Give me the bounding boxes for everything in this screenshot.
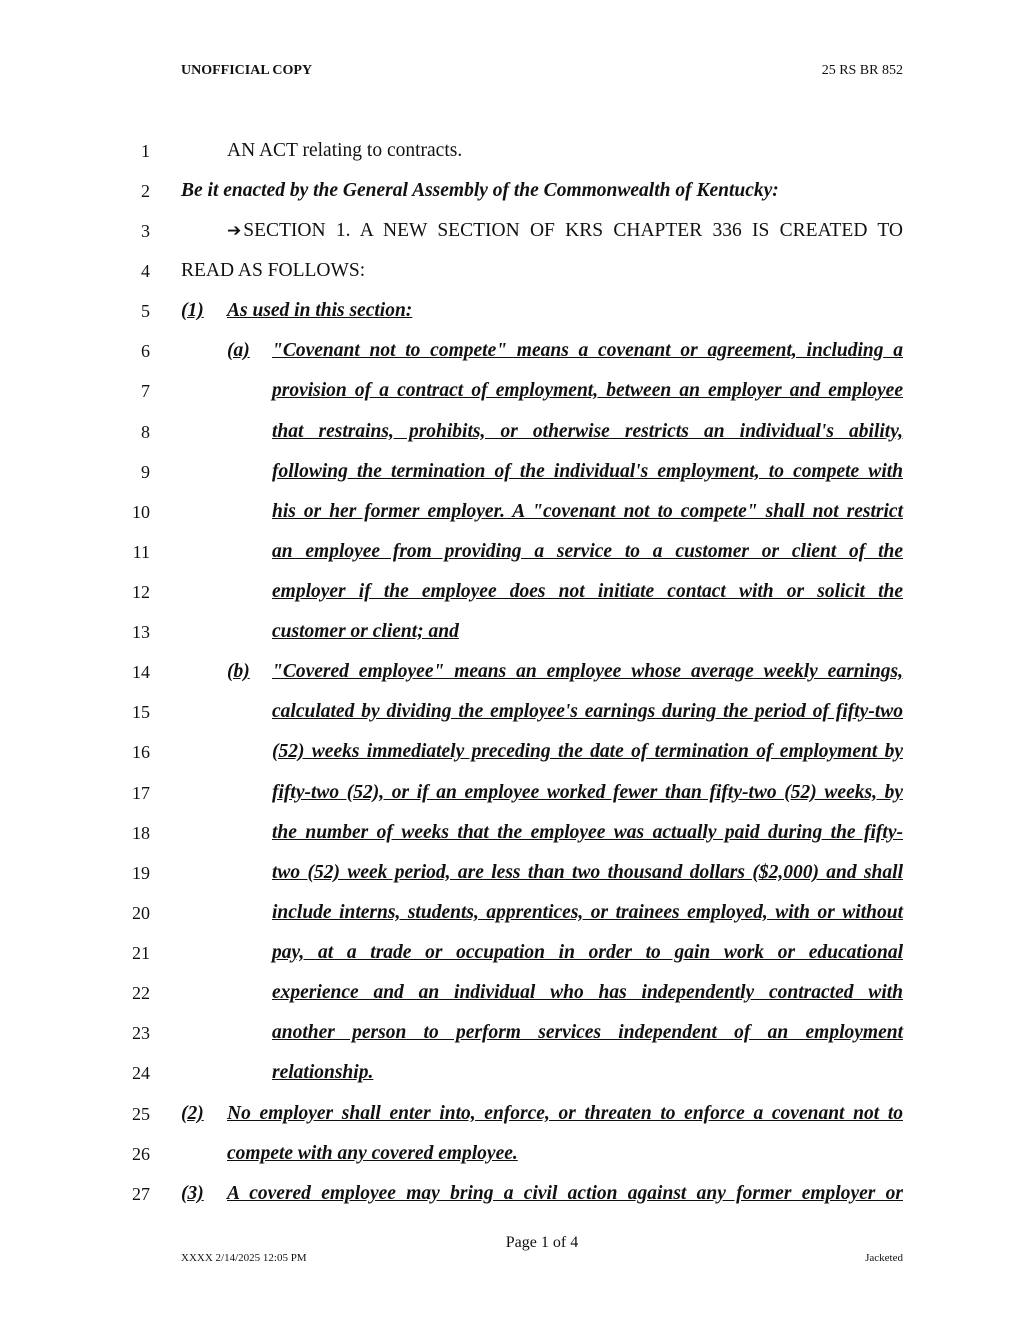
- line-number: 17: [132, 783, 150, 803]
- line-number: 24: [132, 1063, 150, 1083]
- paragraph-b-line: pay, at a trade or occupation in order to gain work or educational: [272, 942, 903, 963]
- paragraph-b-line: experience and an individual who has independently contracted with: [272, 982, 903, 1003]
- paragraph-b-line: another person to perform services independent of an employment: [272, 1022, 903, 1043]
- footer-right: Jacketed: [865, 1252, 903, 1264]
- paragraph-a-line: provision of a contract of employment, between an employer and employee: [272, 380, 903, 401]
- line-number: 3: [141, 221, 150, 241]
- paragraph-b-line: calculated by dividing the employee's earnings during the period of fifty-two: [272, 701, 903, 722]
- subsection-3-label: (3): [181, 1183, 204, 1204]
- paragraph-a-line: that restrains, prohibits, or otherwise restricts an individual's ability,: [272, 421, 903, 442]
- bill-title: AN ACT relating to contracts.: [227, 140, 463, 161]
- paragraph-b-line: "Covered employee" means an employee whose average weekly earnings,: [272, 661, 903, 682]
- line-number: 5: [141, 301, 150, 321]
- paragraph-a-line: employer if the employee does not initiate contact with or solicit the: [272, 581, 903, 602]
- paragraph-b-line: include interns, students, apprentices, or trainees employed, with or without: [272, 902, 903, 923]
- line-number: 1: [141, 141, 150, 161]
- footer-left: XXXX 2/14/2025 12:05 PM: [181, 1252, 307, 1264]
- arrow-icon: ➔: [227, 221, 242, 241]
- paragraph-b-line: relationship.: [272, 1062, 374, 1083]
- line-number: 7: [141, 381, 150, 401]
- section-heading: [227, 220, 903, 242]
- line-number: 26: [132, 1144, 150, 1164]
- line-number: 10: [132, 502, 150, 522]
- paragraph-a-line: following the termination of the individual's employment, to compete with: [272, 461, 903, 482]
- line-number: 20: [132, 903, 150, 923]
- section-heading-continued: READ AS FOLLOWS:: [181, 260, 366, 281]
- paragraph-a-line: his or her former employer. A "covenant not to compete" shall not restrict: [272, 501, 903, 522]
- line-number: 21: [132, 943, 150, 963]
- section-heading-text: SECTION 1. A NEW SECTION OF KRS CHAPTER 336 IS CREATED TO: [243, 220, 903, 241]
- line-number: 11: [132, 542, 150, 562]
- line-number: 23: [132, 1023, 150, 1043]
- line-number: 16: [132, 742, 150, 762]
- paragraph-a-line: customer or client; and: [272, 621, 459, 642]
- line-number: 25: [132, 1104, 150, 1124]
- line-number: 9: [141, 462, 150, 482]
- line-number: 13: [132, 622, 150, 642]
- paragraph-b-line: fifty-two (52), or if an employee worked fewer than fifty-two (52) weeks, by: [272, 782, 903, 803]
- paragraph-b-label: (b): [227, 661, 250, 682]
- line-number: 19: [132, 863, 150, 883]
- paragraph-b-line: the number of weeks that the employee was actually paid during the fifty-: [272, 822, 903, 843]
- subsection-3-line: A covered employee may bring a civil action against any former employer or: [227, 1183, 903, 1204]
- line-number: 14: [132, 662, 150, 682]
- line-number: 27: [132, 1184, 150, 1204]
- line-number: 15: [132, 702, 150, 722]
- header-right: 25 RS BR 852: [821, 63, 903, 78]
- line-number: 12: [132, 582, 150, 602]
- page-number: Page 1 of 4: [505, 1234, 579, 1251]
- line-number: 22: [132, 983, 150, 1003]
- line-number: 18: [132, 823, 150, 843]
- paragraph-a-line: "Covenant not to compete" means a covenant or agreement, including a: [272, 340, 903, 361]
- line-number: 2: [141, 181, 150, 201]
- subsection-2-line: No employer shall enter into, enforce, or threaten to enforce a covenant not to: [227, 1103, 903, 1124]
- subsection-1-text: As used in this section:: [227, 300, 413, 321]
- line-number: 6: [141, 341, 150, 361]
- paragraph-a-line: an employee from providing a service to a customer or client of the: [272, 541, 903, 562]
- paragraph-b-line: two (52) week period, are less than two thousand dollars ($2,000) and shall: [272, 862, 903, 883]
- paragraph-a-label: (a): [227, 340, 250, 361]
- subsection-1-label: (1): [181, 300, 204, 321]
- line-number: 4: [141, 261, 150, 281]
- subsection-2-label: (2): [181, 1103, 204, 1124]
- subsection-2-line: compete with any covered employee.: [227, 1143, 518, 1164]
- paragraph-b-line: (52) weeks immediately preceding the date of termination of employment by: [272, 741, 903, 762]
- line-number: 8: [141, 422, 150, 442]
- enacting-clause: Be it enacted by the General Assembly of the Commonwealth of Kentucky:: [181, 180, 779, 201]
- header-left: UNOFFICIAL COPY: [181, 63, 313, 78]
